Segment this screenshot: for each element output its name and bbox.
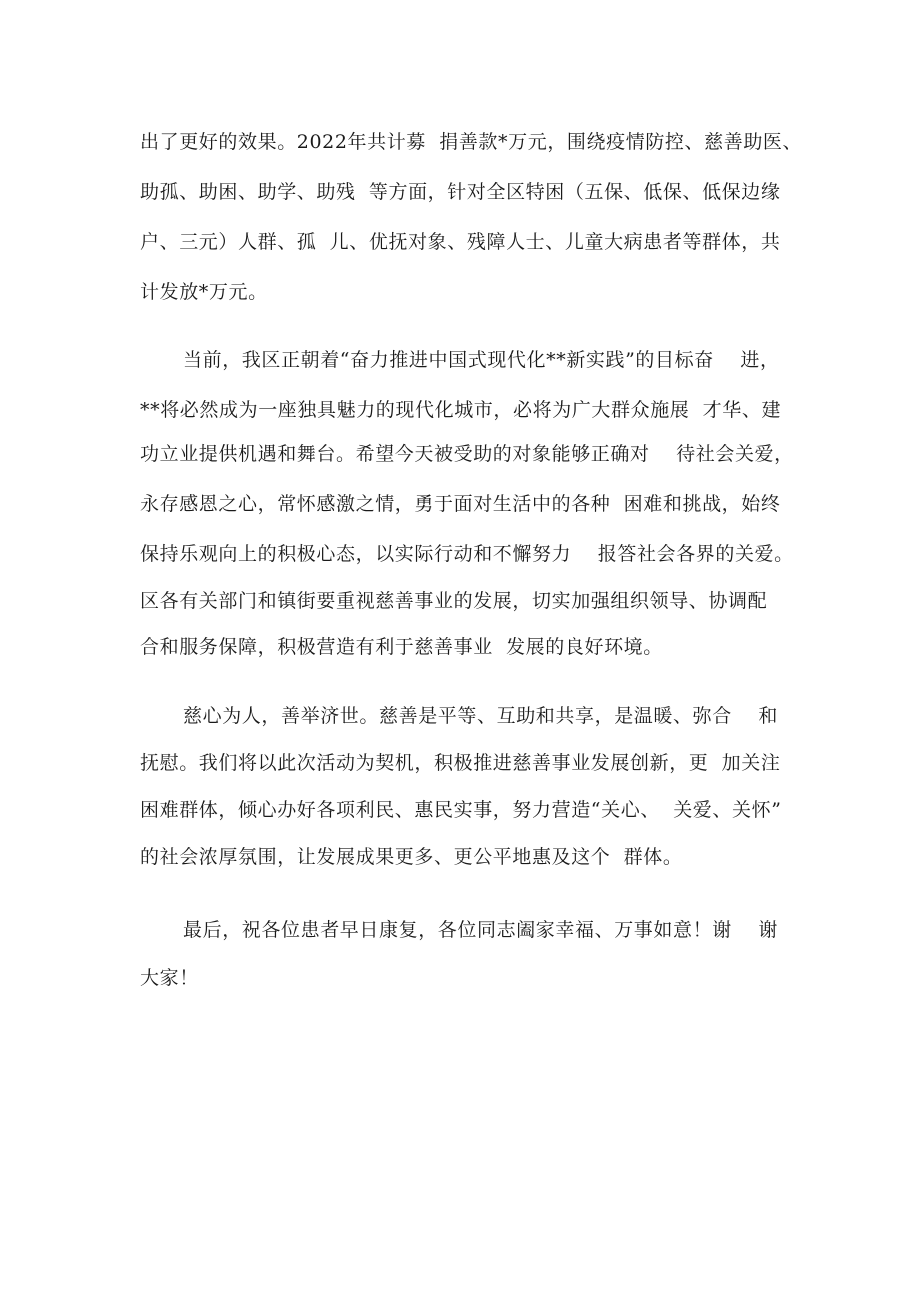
paragraph-1-line-1: 出了更好的效果。2022年共计募 捐善款*万元，围绕疫情防控、慈善助医、 bbox=[140, 131, 803, 153]
paragraph-3-line-3: 困难群体，倾心办好各项利民、惠民实事，努力营造“关心、 关爱、关怀” bbox=[140, 799, 782, 821]
paragraph-2-line-2: **将必然成为一座独具魅力的现代化城市，必将为广大群众施展 才华、建 bbox=[140, 399, 782, 421]
paragraph-1-line-3: 户、三元）人群、孤 儿、优抚对象、残障人士、儿童大病患者等群体，共 bbox=[140, 231, 781, 253]
paragraph-2-line-7: 合和服务保障，积极营造有利于慈善事业 发展的良好环境。 bbox=[140, 636, 663, 658]
paragraph-1-line-2: 助孤、助困、助学、助残 等方面，针对全区特困（五保、低保、低保边缘 bbox=[140, 181, 781, 203]
paragraph-1-line-4: 计发放*万元。 bbox=[140, 281, 268, 303]
paragraph-3-line-1: 慈心为人，善举济世。慈善是平等、互助和共享，是温暖、弥合 和 bbox=[183, 705, 778, 727]
paragraph-4-line-1: 最后，祝各位患者早日康复，各位同志阖家幸福、万事如意！谢 谢 bbox=[183, 919, 778, 941]
paragraph-2-line-1: 当前，我区正朝着“奋力推进中国式现代化**新实践”的目标奋 进， bbox=[183, 349, 780, 371]
paragraph-2-line-6: 区各有关部门和镇街要重视慈善事业的发展，切实加强组织领导、协调配 bbox=[140, 590, 768, 612]
paragraph-3-line-2: 抚慰。我们将以此次活动为契机，积极推进慈善事业发展创新，更 加关注 bbox=[140, 752, 781, 774]
paragraph-4-line-2: 大家！ bbox=[140, 967, 199, 989]
paragraph-2-line-4: 永存感恩之心，常怀感激之情，勇于面对生活中的各种 困难和挑战，始终 bbox=[140, 493, 781, 515]
paragraph-3-line-4: 的社会浓厚氛围，让发展成果更多、更公平地惠及这个 群体。 bbox=[140, 846, 683, 868]
paragraph-2-line-5: 保持乐观向上的积极心态，以实际行动和不懈努力 报答社会各界的关爱。 bbox=[140, 543, 794, 565]
paragraph-2-line-3: 功立业提供机遇和舞台。希望今天被受助的对象能够正确对 待社会关爱， bbox=[140, 443, 794, 465]
